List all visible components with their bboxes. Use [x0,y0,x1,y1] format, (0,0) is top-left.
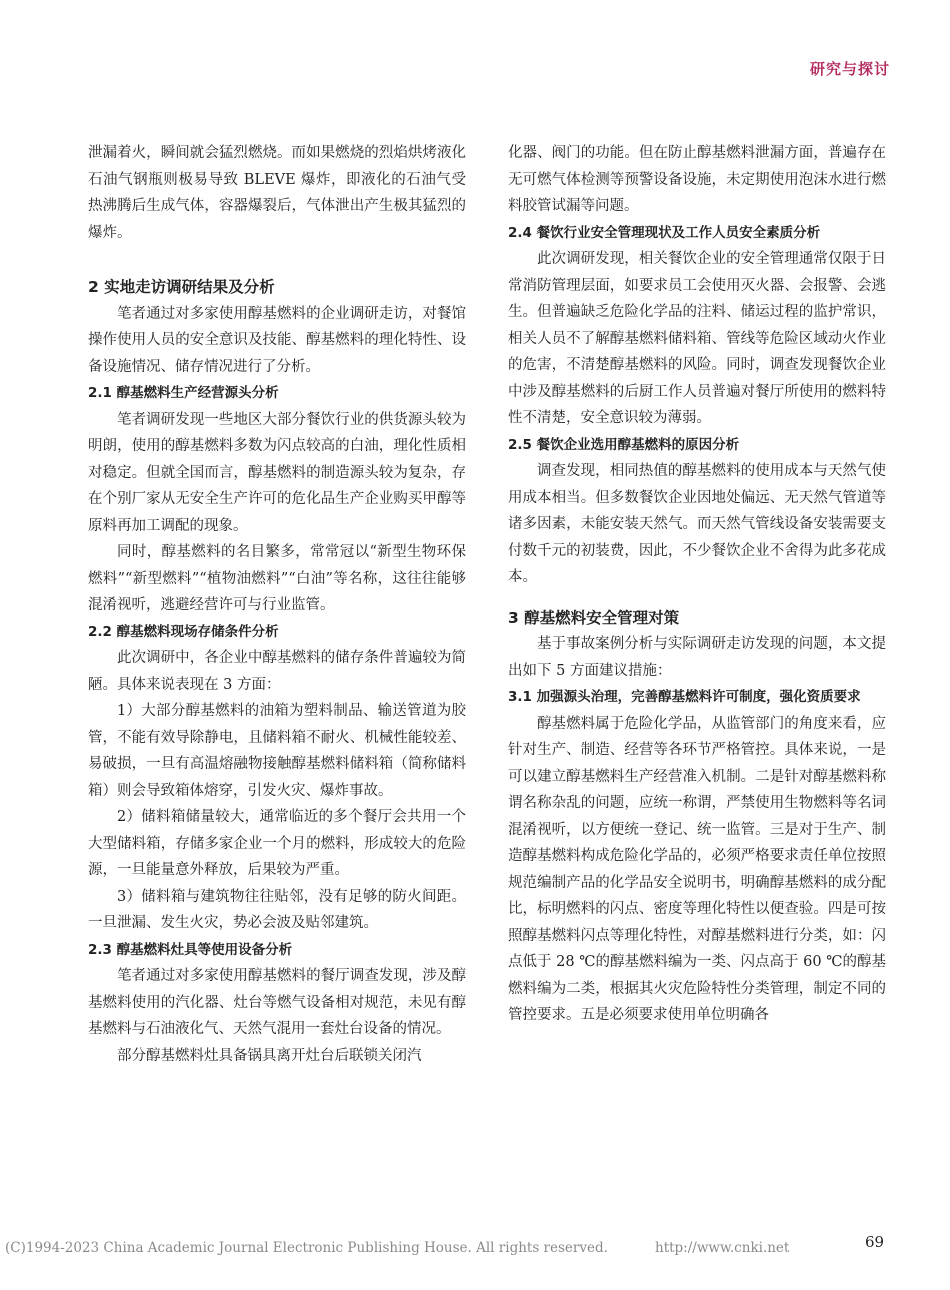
paragraph: 此次调研中，各企业中醇基燃料的储存条件普遍较为简陋。具体来说表现在 3 方面： [88,650,466,693]
list-item: 1）大部分醇基燃料的油箱为塑料制品、输送管道为胶管，不能有效导除静电，且储料箱不耐火、机械性能较差、易破损，一旦有高温熔融物接触醇基燃料储料箱（简称储料箱）则会导致箱体熔穿，引发火灾、爆炸事故。 [88,703,466,799]
paragraph: 基于事故案例分析与实际调研走访发现的问题，本文提出如下 5 方面建议措施： [508,636,886,679]
paragraph: 醇基燃料属于危险化学品，从监管部门的角度来看，应针对生产、制造、经营等各环节严格管控。具体来说，一是可以建立醇基燃料生产经营准入机制。二是针对醇基燃料称谓名称杂乱的问题，应统一称谓，严禁使用生物燃料等名词混淆视听，以方便统一登记、统一监管。三是对于生产、制造醇基燃料构成危险化学品的，必须严格要求责任单位按照规范编制产品的化学品安全说明书，明确醇基燃料的成分配比，标明燃料的闪点、密度等理化特性以便查验。四是可按照醇基燃料闪点等理化特性，对醇基燃料进行分类，如：闪点低于 28 ℃的醇基燃料编为一类、闪点高于 60 ℃的醇基燃料编为二类，根据其火灾危险特性分类管理，制定不同的管控要求。五是必须要求使用单位明确各 [508,715,886,1023]
paragraph: 笔者通过对多家使用醇基燃料的餐厅调查发现，涉及醇基燃料使用的汽化器、灶台等燃气设备相对规范，未见有醇基燃料与石油液化气、天然气混用一套灶台设备的情况。 [88,968,466,1037]
paragraph: 此次调研发现，相关餐饮企业的安全管理通常仅限于日常消防管理层面，如要求员工会使用灭火器、会报警、会逃生。但普遍缺乏危险化学品的注料、储运过程的监护常识，相关人员不了解醇基燃料储料箱、管线等危险区域动火作业的危害，不清楚醇基燃料的风险。同时，调查发现餐饮企业中涉及醇基燃料的后厨工作人员普遍对餐厅所使用的燃料特性不清楚，安全意识较为薄弱。 [508,251,886,426]
subsection-heading: 2.1 醇基燃料生产经营源头分析 [88,385,279,401]
subsection-heading: 2.2 醇基燃料现场存储条件分析 [88,623,279,640]
paragraph: 化器、阀门的功能。但在防止醇基燃料泄漏方面，普遍存在无可燃气体检测等预警设备设施，未定期使用泡沫水进行燃料胶管试漏等问题。 [508,145,886,214]
right-column [508,140,886,1029]
subsection-heading: 3.1 加强源头治理，完善醇基燃料许可制度，强化资质要求 [508,689,861,705]
section-heading: 3 醇基燃料安全管理对策 [508,608,680,627]
subsection-heading: 2.5 餐饮企业选用醇基燃料的原因分析 [508,436,740,453]
section-heading: 2 实地走访调研结果及分析 [88,278,275,296]
list-item: 3）储料箱与建筑物往往贴邻，没有足够的防火间距。一旦泄漏、发生火灾，势必会波及贴邻建筑。 [88,888,466,931]
paragraph: 泄漏着火，瞬间就会猛烈燃烧。而如果燃烧的烈焰烘烤液化石油气钢瓶则极易导致 BLEVE 爆炸，即液化的石油气受热沸腾后生成气体，容器爆裂后，气体泄出产生极其猛烈的爆炸。 [88,145,466,241]
paragraph: 笔者通过对多家使用醇基燃料的企业调研走访，对餐馆操作使用人员的安全意识及技能、醇基燃料的理化特性、设备设施情况、储存情况进行了分析。 [88,305,466,375]
page-number: 69 [865,1233,885,1251]
paragraph: 笔者调研发现一些地区大部分餐饮行业的供货源头较为明朗，使用的醇基燃料多数为闪点较高的白油，理化性质相对稳定。但就全国而言，醇基燃料的制造源头较为复杂，存在个别厂家从无安全生产许可的危化品生产企业购买甲醇等原料再加工调配的现象。 [88,411,466,534]
left-column [88,140,466,1069]
subsection-heading: 2.4 餐饮行业安全管理现状及工作人员安全素质分析 [508,224,821,241]
paragraph: 同时，醇基燃料的名目繁多，常常冠以“新型生物环保燃料”“新型燃料”“植物油燃料”“白油”等名称，这往往能够混淆视听，逃避经营许可与行业监管。 [88,544,466,613]
paragraph: 部分醇基燃料灶具备锅具离开灶台后联锁关闭汽 [117,1047,422,1064]
footer-url[interactable]: http://www.cnki.net [655,1240,790,1256]
paragraph: 调查发现，相同热值的醇基燃料的使用成本与天然气使用成本相当。但多数餐饮企业因地处偏远、无天然气管道等诸多因素，未能安装天然气。而天然气管线设备安装需要支付数千元的初装费，因此，不少餐饮企业不舍得为此多花成本。 [508,463,886,585]
section-header: 研究与探讨 [809,60,890,78]
subsection-heading: 2.3 醇基燃料灶具等使用设备分析 [88,941,293,958]
list-item: 2）储料箱储量较大，通常临近的多个餐厅会共用一个大型储料箱，存储多家企业一个月的燃料，形成较大的危险源，一旦能量意外释放，后果较为严重。 [88,809,466,878]
copyright-notice: (C)1994-2023 China Academic Journal Electronic Publishing House. All rights reserved. [5,1240,608,1256]
